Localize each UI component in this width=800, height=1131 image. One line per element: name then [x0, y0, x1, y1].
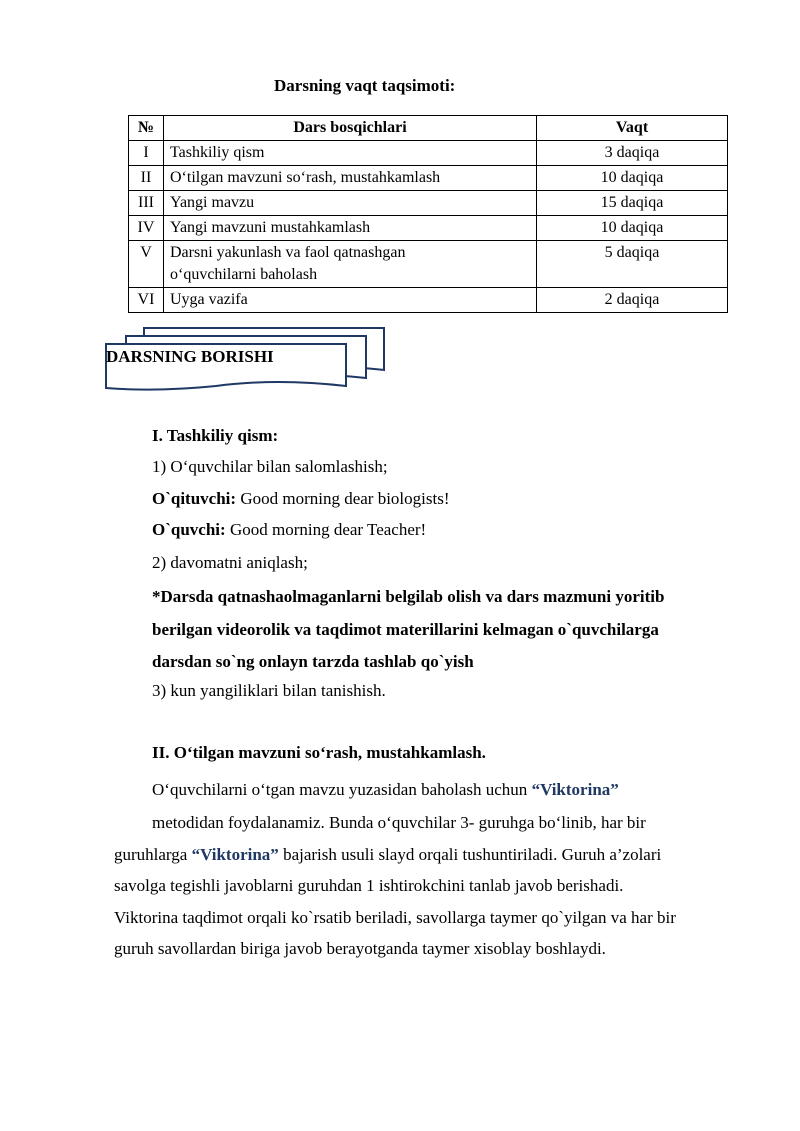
- row-number: VI: [129, 288, 164, 313]
- row-time: 10 daqiqa: [537, 216, 728, 241]
- table-row: [129, 288, 728, 313]
- teacher-line: [152, 489, 449, 509]
- table-row: [129, 191, 728, 216]
- pupil-text: Good morning dear Teacher!: [225, 520, 427, 539]
- row-stage-line: o‘quvchilarni baholash: [170, 266, 318, 283]
- pupil-label: O`quvchi:: [152, 520, 226, 539]
- text-run: guruhlarga: [114, 845, 192, 864]
- section2-line: [114, 845, 661, 865]
- viktorina-highlight: “Viktorina”: [531, 780, 619, 799]
- row-stage-line: Darsni yakunlash va faol qatnashgan: [170, 244, 406, 261]
- section1-item: 1) O‘quvchilar bilan salomlashish;: [152, 457, 388, 476]
- row-number: IV: [129, 216, 164, 241]
- row-time: 2 daqiqa: [537, 288, 728, 313]
- teacher-text: Good morning dear biologists!: [236, 489, 450, 508]
- row-stage: O‘tilgan mavzuni so‘rash, mustahkamlash: [164, 166, 537, 191]
- table-row: [129, 166, 728, 191]
- table-header-row: [129, 116, 728, 141]
- row-number: V: [129, 241, 164, 288]
- column-header-number: №: [129, 116, 164, 141]
- text-run: O‘quvchilarni o‘tgan mavzu yuzasidan baholash uchun: [152, 780, 532, 799]
- time-plan-table: [128, 115, 728, 313]
- table-row: [129, 216, 728, 241]
- row-stage: Yangi mavzu: [164, 191, 537, 216]
- page-title: Darsning vaqt taqsimoti:: [274, 76, 456, 95]
- row-number: I: [129, 141, 164, 166]
- table-row: [129, 141, 728, 166]
- row-number: II: [129, 166, 164, 191]
- text-run: bajarish usuli slayd orqali tushuntiriladi. Guruh a’zolari: [278, 845, 662, 864]
- row-number: III: [129, 191, 164, 216]
- section1-item: 2) davomatni aniqlash;: [152, 553, 308, 572]
- row-time: 5 daqiqa: [537, 241, 728, 288]
- table-row: [129, 241, 728, 288]
- banner-title: DARSNING BORISHI: [106, 347, 274, 366]
- pupil-line: [152, 520, 426, 540]
- row-time: 3 daqiqa: [537, 141, 728, 166]
- section1-heading: I. Tashkiliy qism:: [152, 426, 279, 445]
- row-time: 10 daqiqa: [537, 166, 728, 191]
- section2-line: [152, 780, 619, 800]
- viktorina-highlight: “Viktorina”: [191, 845, 279, 864]
- row-stage: [164, 241, 537, 288]
- section2-line: Viktorina taqdimot orqali ko`rsatib beriladi, savollarga taymer qo`yilgan va har bir: [114, 908, 676, 927]
- section2-line: metodidan foydalanamiz. Bunda o‘quvchilar 3- guruhga bo‘linib, har bir: [152, 813, 646, 832]
- note-line: berilgan videorolik va taqdimot materillarini kelmagan o`quvchilarga: [152, 620, 659, 639]
- teacher-label: O`qituvchi:: [152, 489, 237, 508]
- row-stage: Tashkiliy qism: [164, 141, 537, 166]
- note-line: *Darsda qatnashaolmaganlarni belgilab olish va dars mazmuni yoritib: [152, 587, 665, 606]
- column-header-time: Vaqt: [537, 116, 728, 141]
- row-stage: Yangi mavzuni mustahkamlash: [164, 216, 537, 241]
- section2-line: guruh savollardan biriga javob berayotganda taymer xisoblay boshlaydi.: [114, 939, 606, 958]
- row-time: 15 daqiqa: [537, 191, 728, 216]
- section1-item: 3) kun yangiliklari bilan tanishish.: [152, 681, 386, 700]
- row-stage: Uyga vazifa: [164, 288, 537, 313]
- note-line: darsdan so`ng onlayn tarzda tashlab qo`yish: [152, 652, 474, 671]
- section2-line: savolga tegishli javoblarni guruhdan 1 ishtirokchini tanlab javob berishadi.: [114, 876, 624, 895]
- column-header-stages: Dars bosqichlari: [164, 116, 537, 141]
- section2-heading: II. O‘tilgan mavzuni so‘rash, mustahkamlash.: [152, 743, 486, 762]
